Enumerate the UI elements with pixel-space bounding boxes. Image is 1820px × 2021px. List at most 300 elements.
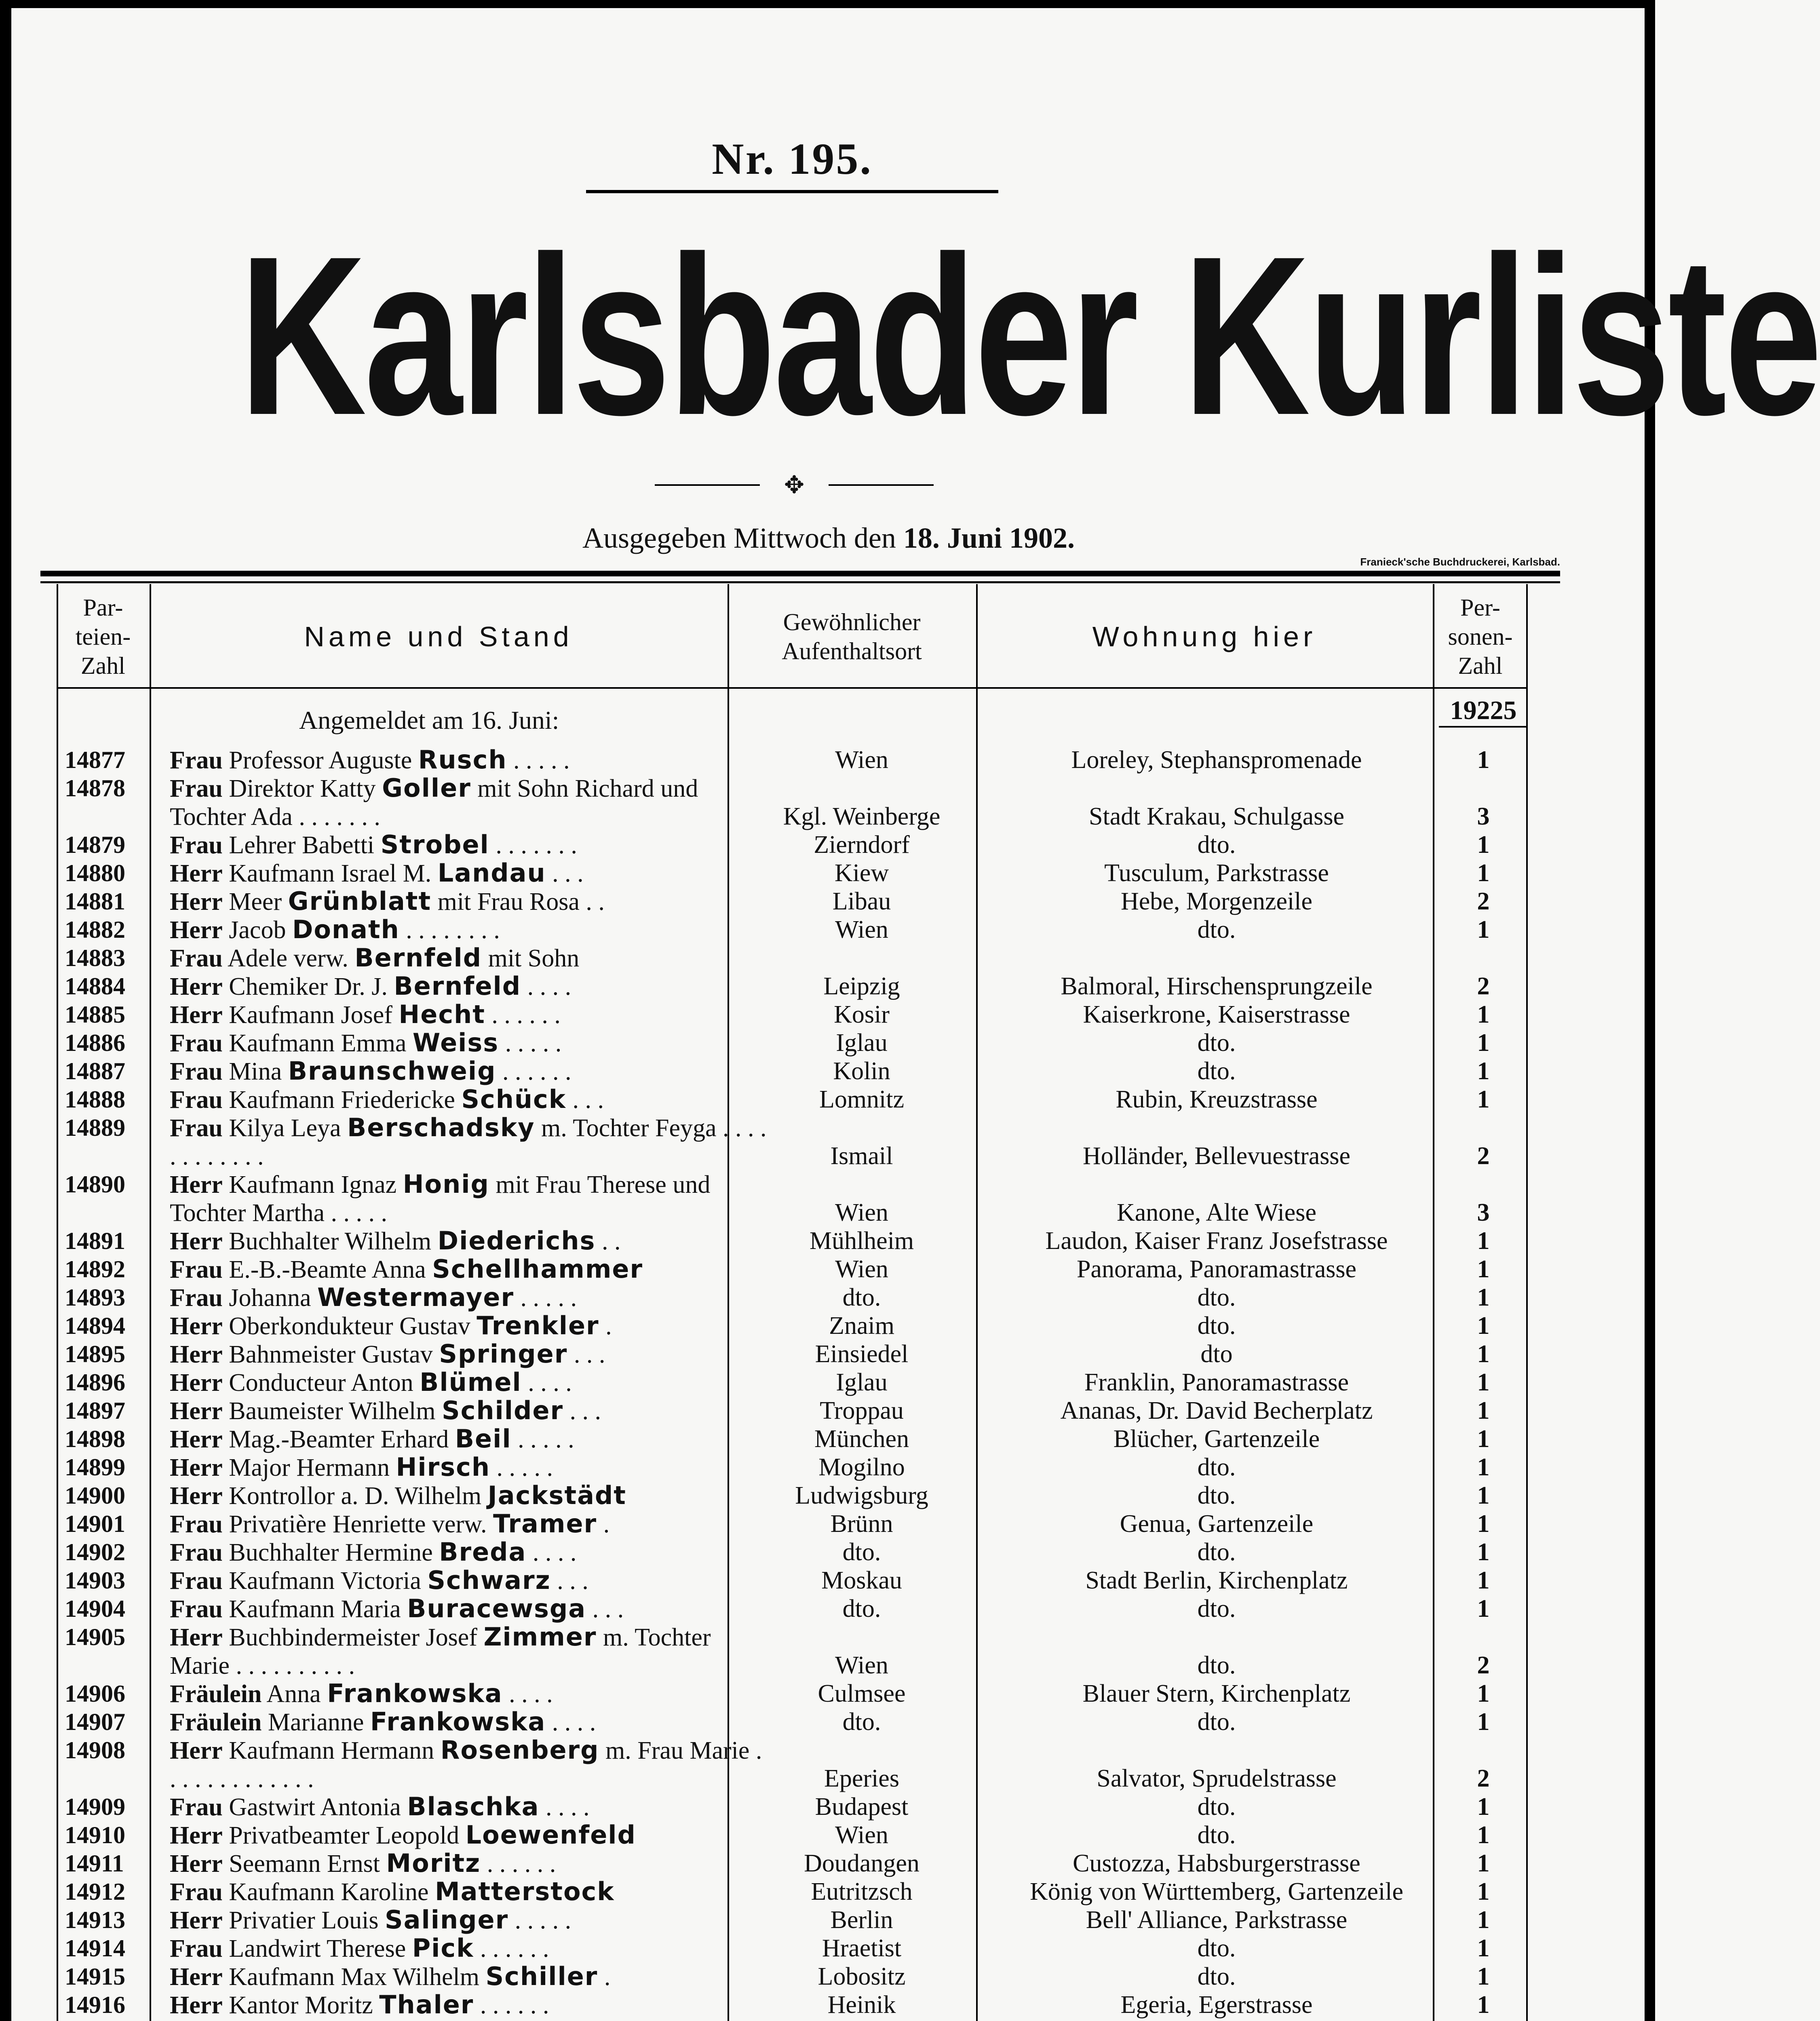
guest-name	[170, 1906, 768, 1935]
person-count: 1	[1477, 1001, 1490, 1028]
guest-title: Herr	[170, 1397, 223, 1425]
guest-title: Frau	[170, 1539, 223, 1566]
guest-name	[170, 1397, 768, 1425]
home-town: dto.	[842, 1708, 881, 1736]
guest-name	[170, 1793, 768, 1821]
residence-address: dto.	[1197, 1935, 1236, 1962]
home-town: Wien	[835, 916, 888, 943]
home-town: Hraetist	[822, 1935, 902, 1962]
party-number: 14886	[65, 1029, 125, 1056]
home-town: Kolin	[833, 1057, 890, 1085]
guest-title: Frau	[170, 1567, 223, 1595]
guest-given-names: Kaufmann Hermann	[222, 1737, 441, 1764]
party-number: 14914	[65, 1935, 125, 1962]
party-number: 14906	[65, 1680, 125, 1707]
table-row	[57, 1510, 1528, 1538]
guest-given-names: Kaufmann Israel M.	[222, 860, 438, 887]
ornament-line-right	[829, 484, 934, 486]
person-count: 1	[1477, 1567, 1490, 1594]
guest-given-names: Oberkondukteur Gustav	[222, 1312, 477, 1340]
guest-title: Herr	[170, 973, 223, 1000]
guest-suffix: mit Sohn	[482, 945, 580, 972]
person-count: 2	[1477, 1765, 1490, 1792]
guest-suffix: . .	[595, 1228, 621, 1255]
guest-surname: Donath	[292, 915, 400, 944]
guest-given-names: Buchbindermeister Josef	[222, 1624, 484, 1651]
guest-suffix: . . . . .	[514, 1284, 577, 1312]
guest-suffix: .	[598, 1963, 611, 1991]
table-row	[57, 1878, 1528, 1906]
guest-title: Frau	[170, 747, 223, 774]
guest-given-names: Meer	[222, 888, 288, 916]
guest-given-names: Kilya Leya	[222, 1114, 348, 1142]
guest-given-names: Kontrollor a. D. Wilhelm	[222, 1482, 488, 1510]
guest-surname: Braunschweig	[288, 1056, 496, 1086]
party-number: 14899	[65, 1454, 125, 1481]
table-row	[57, 1255, 1528, 1283]
person-count: 3	[1477, 1199, 1490, 1226]
issued-prefix: Ausgegeben Mittwoch den	[582, 522, 896, 554]
residence-address: Kaiserkrone, Kaiserstrasse	[1083, 1001, 1350, 1028]
issue-rule	[586, 190, 998, 193]
guest-title: Herr	[170, 1737, 223, 1764]
table-row	[57, 1425, 1528, 1453]
person-count: 2	[1477, 1652, 1490, 1679]
guest-surname: Hirsch	[396, 1452, 490, 1482]
residence-address: dto.	[1197, 1538, 1236, 1566]
guest-surname: Beil	[455, 1424, 512, 1454]
person-count: 2	[1477, 888, 1490, 915]
table-row	[57, 1340, 1528, 1368]
person-count: 1	[1477, 1057, 1490, 1085]
guest-name	[170, 1679, 768, 1708]
home-town: Wien	[835, 1255, 888, 1283]
residence-address: Franklin, Panoramastrasse	[1084, 1369, 1349, 1396]
guest-title: Frau	[170, 1595, 223, 1623]
guest-surname: Honig	[403, 1169, 489, 1199]
table-row	[57, 1793, 1528, 1821]
person-count: 2	[1477, 973, 1490, 1000]
guest-given-names: Privatière Henriette verw.	[222, 1510, 493, 1538]
guest-surname: Trenkler	[477, 1311, 599, 1340]
residence-address: dto.	[1197, 1708, 1236, 1736]
table-row	[57, 1708, 1528, 1736]
party-number: 14889	[65, 1114, 125, 1141]
guest-title: Frau	[170, 831, 223, 859]
residence-address: Kanone, Alte Wiese	[1117, 1199, 1316, 1226]
ornament-divider	[655, 473, 934, 497]
person-count: 1	[1477, 831, 1490, 859]
table-row	[57, 1397, 1528, 1425]
table-row	[57, 1623, 1528, 1679]
table-row	[57, 859, 1528, 887]
person-count: 1	[1477, 1255, 1490, 1283]
section-heading: Angemeldet am 16. Juni:	[299, 706, 559, 734]
ornament-line-left	[655, 484, 760, 486]
guest-suffix: .	[597, 1510, 610, 1538]
guest-name	[170, 887, 768, 916]
guest-suffix: . . . .	[502, 1680, 553, 1708]
guest-name	[170, 1000, 768, 1029]
person-count: 1	[1477, 1397, 1490, 1424]
party-number: 14904	[65, 1595, 125, 1622]
party-number: 14909	[65, 1793, 125, 1820]
person-count: 3	[1477, 803, 1490, 830]
guest-suffix: . . . . .	[508, 1907, 572, 1934]
person-count: 1	[1477, 1029, 1490, 1057]
guest-surname: Zimmer	[483, 1622, 597, 1652]
guest-given-names: Johanna	[222, 1284, 318, 1312]
guest-name	[170, 1538, 768, 1567]
person-count: 1	[1477, 1821, 1490, 1849]
guest-suffix: . . . . . .	[481, 1850, 556, 1878]
party-number: 14910	[65, 1822, 125, 1848]
guest-suffix: . . . . .	[507, 747, 570, 774]
persons-carried-over: 19225	[1439, 695, 1528, 728]
residence-address: dto	[1200, 1340, 1233, 1368]
guest-surname: Schwarz	[427, 1565, 551, 1595]
guest-surname: Tramer	[493, 1509, 597, 1538]
party-number: 14911	[65, 1850, 124, 1877]
person-count: 1	[1477, 859, 1490, 887]
person-count: 1	[1477, 1510, 1490, 1538]
guest-surname: Breda	[439, 1537, 527, 1567]
guest-surname: Frankowska	[327, 1679, 503, 1708]
guest-surname: Moritz	[386, 1848, 481, 1878]
guest-given-names: Landwirt Therese	[222, 1935, 412, 1962]
home-town: dto.	[842, 1284, 881, 1311]
guest-name	[170, 1255, 768, 1284]
home-town: Mühlheim	[809, 1227, 914, 1255]
party-number: 14893	[65, 1284, 125, 1311]
guest-suffix: . . . . . .	[485, 1001, 561, 1029]
table-row	[57, 1029, 1528, 1057]
person-count: 1	[1477, 1595, 1490, 1622]
home-town: Einsiedel	[815, 1340, 909, 1368]
guest-name	[170, 1481, 768, 1510]
party-number: 14913	[65, 1907, 125, 1933]
guest-given-names: Baumeister Wilhelm	[222, 1397, 442, 1425]
party-number: 14895	[65, 1341, 125, 1367]
guest-title: Herr	[170, 1312, 223, 1340]
guest-given-names: Kaufmann Friedericke	[222, 1086, 462, 1114]
person-count: 1	[1477, 1850, 1490, 1877]
guest-suffix: . . .	[566, 1086, 604, 1114]
person-count: 1	[1477, 1906, 1490, 1934]
guest-title: Frau	[170, 1086, 223, 1114]
guest-given-names: Kaufmann Karoline	[222, 1878, 435, 1906]
residence-address: dto.	[1197, 1963, 1236, 1990]
guest-name	[170, 859, 768, 888]
guest-given-names: Conducteur Anton	[222, 1369, 420, 1397]
residence-address: Laudon, Kaiser Franz Josefstrasse	[1045, 1227, 1388, 1255]
guest-table	[57, 584, 1528, 2021]
guest-given-names: Marianne	[262, 1709, 370, 1736]
person-count: 1	[1477, 1284, 1490, 1311]
table-row	[57, 746, 1528, 774]
guest-suffix: m. Tochter Feyga . . . . . . . . . . . .	[170, 1114, 767, 1170]
guest-name	[170, 1736, 768, 1793]
party-number: 14894	[65, 1312, 125, 1339]
residence-address: Bell' Alliance, Parkstrasse	[1086, 1906, 1348, 1934]
guest-surname: Landau	[437, 858, 546, 888]
guest-title: Fräulein	[170, 1680, 262, 1708]
guest-surname: Bernfeld	[394, 971, 521, 1001]
guest-title: Herr	[170, 1907, 223, 1934]
table-row	[57, 1453, 1528, 1481]
residence-address: dto.	[1197, 1057, 1236, 1085]
guest-given-names: Major Hermann	[222, 1454, 396, 1481]
home-town: Mogilno	[818, 1454, 905, 1481]
residence-address: dto.	[1197, 1029, 1236, 1057]
person-count: 1	[1477, 1454, 1490, 1481]
guest-title: Frau	[170, 1284, 223, 1312]
home-town: Wien	[835, 1652, 888, 1679]
guest-given-names: Gastwirt Antonia	[222, 1793, 407, 1821]
residence-address: dto.	[1197, 1595, 1236, 1622]
guest-title: Frau	[170, 1935, 223, 1962]
table-row	[57, 831, 1528, 859]
guest-suffix: . . .	[546, 860, 584, 887]
guest-name	[170, 1934, 768, 1963]
residence-address: dto.	[1197, 1652, 1236, 1679]
guest-title: Frau	[170, 775, 223, 802]
guest-surname: Weiss	[412, 1028, 499, 1057]
residence-address: dto.	[1197, 1482, 1236, 1509]
table-row	[57, 1566, 1528, 1595]
home-town: Iglau	[836, 1369, 888, 1396]
person-count: 1	[1477, 1991, 1490, 2019]
home-town: dto.	[842, 1595, 881, 1622]
party-number: 14878	[65, 775, 125, 802]
party-number: 14907	[65, 1709, 125, 1735]
guest-surname: Rosenberg	[440, 1735, 599, 1765]
guest-name	[170, 1962, 768, 1991]
guest-given-names: Professor Auguste	[222, 747, 418, 774]
guest-name	[170, 1453, 768, 1482]
home-town: Zierndorf	[814, 831, 910, 859]
guest-title: Frau	[170, 1058, 223, 1085]
person-count: 1	[1477, 1425, 1490, 1453]
guest-surname: Bernfeld	[354, 943, 482, 973]
party-number: 14890	[65, 1171, 125, 1198]
residence-address: dto.	[1197, 1284, 1236, 1311]
party-number: 14892	[65, 1256, 125, 1283]
guest-title: Herr	[170, 1454, 223, 1481]
residence-address: Panorama, Panoramastrasse	[1076, 1255, 1357, 1283]
table-row	[57, 1538, 1528, 1566]
guest-title: Herr	[170, 916, 223, 944]
guest-given-names: Bahnmeister Gustav	[222, 1341, 439, 1368]
guest-title: Frau	[170, 1029, 223, 1057]
residence-address: dto.	[1197, 1793, 1236, 1821]
guest-title: Frau	[170, 1793, 223, 1821]
guest-title: Herr	[170, 1624, 223, 1651]
person-count: 1	[1477, 916, 1490, 943]
residence-address: Loreley, Stephanspromenade	[1071, 746, 1362, 774]
residence-address: dto.	[1197, 1312, 1236, 1340]
party-number: 14903	[65, 1567, 125, 1594]
person-count: 1	[1477, 1312, 1490, 1340]
guest-surname: Strobel	[380, 830, 489, 859]
guest-surname: Thaler	[379, 1990, 474, 2019]
guest-name	[170, 916, 768, 944]
person-count: 1	[1477, 1340, 1490, 1368]
party-number: 14915	[65, 1963, 125, 1990]
home-town: Culmsee	[818, 1680, 906, 1707]
guest-given-names: Privatier Louis	[222, 1907, 385, 1934]
guest-suffix: . . .	[563, 1397, 601, 1425]
header-bottom-rule	[57, 687, 1528, 689]
guest-surname: Buracewsga	[407, 1594, 586, 1623]
guest-given-names: Anna	[262, 1680, 327, 1708]
home-town: Troppau	[820, 1397, 904, 1424]
party-number: 14897	[65, 1397, 125, 1424]
guest-suffix: m. Tochter Marie . . . . . . . . . .	[170, 1624, 711, 1679]
guest-given-names: Kaufmann Ignaz	[222, 1171, 403, 1198]
party-number: 14891	[65, 1228, 125, 1254]
col-header-residence: Wohnung hier	[1092, 621, 1317, 652]
guest-suffix: . . . .	[521, 1369, 572, 1397]
guest-surname: Diederichs	[437, 1226, 596, 1255]
guest-title: Herr	[170, 860, 223, 887]
guest-title: Herr	[170, 1850, 223, 1878]
residence-address: Salvator, Sprudelstrasse	[1097, 1765, 1337, 1792]
home-town: Iglau	[836, 1029, 888, 1057]
entries	[57, 746, 1528, 2019]
guest-surname: Jackstädt	[487, 1481, 626, 1510]
guest-name	[170, 1595, 768, 1623]
guest-name	[170, 1340, 768, 1369]
guest-title: Herr	[170, 1482, 223, 1510]
party-number: 14898	[65, 1426, 125, 1452]
table-row	[57, 1736, 1528, 1793]
guest-name	[170, 746, 768, 774]
guest-name	[170, 1114, 768, 1171]
home-town: Lobositz	[818, 1963, 906, 1990]
guest-surname: Pick	[412, 1933, 474, 1963]
residence-address: Blücher, Gartenzeile	[1113, 1425, 1320, 1453]
col-header-home: Gewöhnlicher Aufenthaltsort	[782, 609, 922, 665]
guest-surname: Springer	[439, 1339, 568, 1369]
issue-date-line	[404, 521, 1253, 555]
party-number: 14881	[65, 888, 125, 915]
guest-surname: Schück	[461, 1084, 567, 1114]
guest-name	[170, 1368, 768, 1397]
guest-name	[170, 1312, 768, 1340]
home-town: München	[814, 1425, 909, 1453]
table-row	[57, 1057, 1528, 1085]
table-row	[57, 774, 1528, 831]
guest-surname: Schellhammer	[432, 1254, 643, 1284]
guest-given-names: Jacob	[222, 916, 292, 944]
party-number: 14902	[65, 1539, 125, 1565]
header-thin-rule	[40, 581, 1560, 583]
party-number: 14885	[65, 1001, 125, 1028]
guest-given-names: Direktor Katty	[222, 775, 382, 802]
home-town: Lomnitz	[819, 1086, 905, 1113]
residence-address: dto.	[1197, 1454, 1236, 1481]
table-row	[57, 972, 1528, 1000]
home-town: Znaim	[829, 1312, 894, 1340]
guest-title: Herr	[170, 1001, 223, 1029]
guest-title: Herr	[170, 1171, 223, 1198]
party-number: 14896	[65, 1369, 125, 1396]
guest-surname: Hecht	[399, 1000, 485, 1029]
guest-title: Frau	[170, 1114, 223, 1142]
residence-address: dto.	[1197, 916, 1236, 943]
header-thick-rule	[40, 571, 1560, 576]
home-town: Leipzig	[823, 973, 900, 1000]
home-town: Ludwigsburg	[795, 1482, 928, 1509]
guest-suffix: . . .	[586, 1595, 624, 1623]
guest-suffix: . . . . . .	[474, 1935, 549, 1962]
guest-name	[170, 1425, 768, 1454]
table-row	[57, 1481, 1528, 1510]
table-row	[57, 1962, 1528, 1991]
guest-given-names: Kaufmann Josef	[222, 1001, 399, 1029]
guest-surname: Westermayer	[317, 1283, 515, 1312]
home-town: dto.	[842, 1538, 881, 1566]
guest-name	[170, 1708, 768, 1736]
table-row	[57, 1227, 1528, 1255]
guest-given-names: Kaufmann Victoria	[222, 1567, 428, 1595]
party-number: 14912	[65, 1878, 125, 1905]
guest-suffix: m. Frau Marie . . . . . . . . . . . . .	[170, 1737, 762, 1793]
guest-suffix: mit Frau Rosa . .	[431, 888, 605, 916]
home-town: Budapest	[815, 1793, 909, 1821]
printer-note: Franieck'sche Buchdruckerei, Karlsbad.	[1360, 556, 1560, 568]
table-row	[57, 944, 1528, 972]
home-town: Ismail	[830, 1142, 893, 1170]
party-number: 14901	[65, 1510, 125, 1537]
table-row	[57, 1906, 1528, 1934]
guest-suffix: . . . .	[526, 1539, 577, 1566]
person-count: 1	[1477, 1878, 1490, 1905]
guest-suffix: mit Sohn Richard und Tochter Ada . . . . . . .	[170, 775, 698, 831]
guest-title: Herr	[170, 1963, 223, 1991]
residence-address: Hebe, Morgenzeile	[1121, 888, 1312, 915]
guest-surname: Schiller	[485, 1962, 598, 1991]
person-count: 1	[1477, 1935, 1490, 1962]
guest-suffix: . . . .	[539, 1793, 590, 1821]
guest-title: Herr	[170, 888, 223, 916]
residence-address: Holländer, Bellevuestrasse	[1082, 1142, 1351, 1170]
home-town: Kosir	[834, 1001, 890, 1028]
person-count: 1	[1477, 1680, 1490, 1707]
table-row	[57, 1283, 1528, 1312]
residence-address: Ananas, Dr. David Becherplatz	[1060, 1397, 1373, 1424]
guest-title: Herr	[170, 1991, 223, 2019]
issued-date: 18. Juni 1902.	[903, 522, 1075, 554]
party-number: 14879	[65, 831, 125, 858]
party-number: 14916	[65, 1991, 125, 2018]
person-count: 1	[1477, 1369, 1490, 1396]
guest-title: Fräulein	[170, 1709, 262, 1736]
table-row	[57, 1934, 1528, 1962]
guest-given-names: Kaufmann Max Wilhelm	[222, 1963, 486, 1991]
guest-suffix: .	[599, 1312, 612, 1340]
person-count: 2	[1477, 1142, 1490, 1170]
guest-suffix: . . . . .	[511, 1426, 574, 1453]
guest-suffix: . . . . . .	[474, 1991, 549, 2019]
guest-suffix: . . . . .	[490, 1454, 553, 1481]
party-number: 14877	[65, 747, 125, 773]
guest-suffix: . . . .	[521, 973, 572, 1000]
guest-suffix: . . . . .	[499, 1029, 562, 1057]
guest-name	[170, 1821, 768, 1850]
guest-surname: Schilder	[441, 1396, 564, 1425]
